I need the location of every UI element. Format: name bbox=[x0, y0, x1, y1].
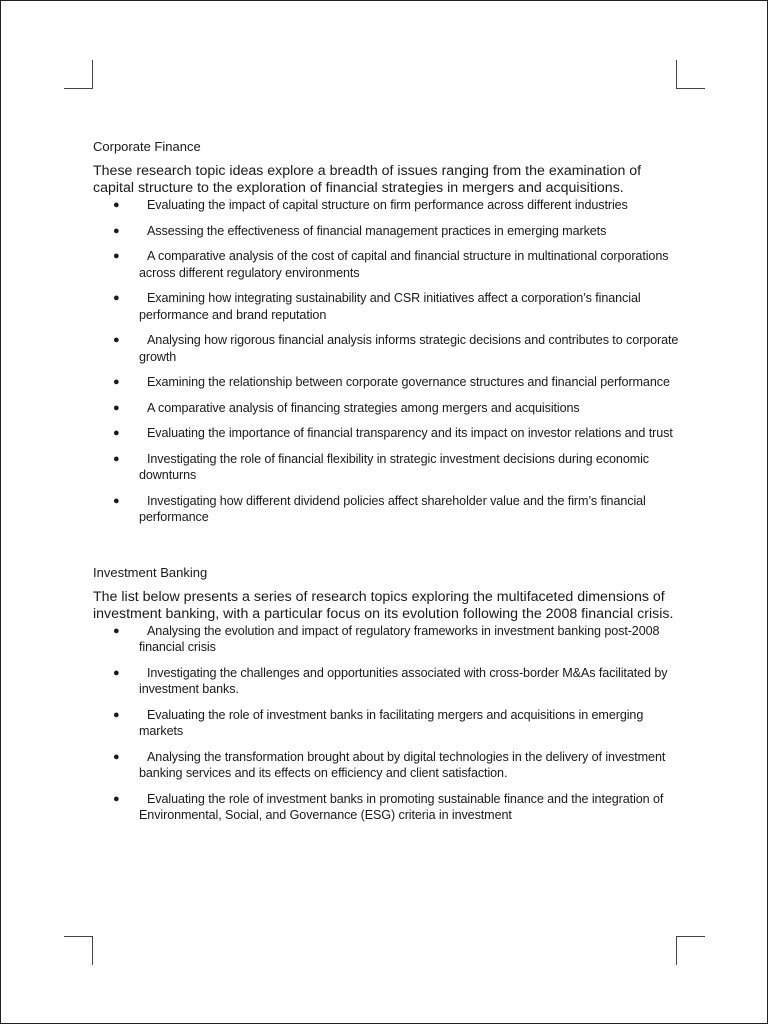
list-item bbox=[93, 425, 683, 442]
list-item-text: Evaluating the role of investment banks in promoting sustainable finance and the integration of Environmental, Social, and Governance (ESG) criteria in investment bbox=[139, 791, 664, 822]
bullet-icon: ● bbox=[113, 666, 120, 679]
list-item-text: Examining the relationship between corporate governance structures and financial performance bbox=[147, 375, 670, 389]
list-item bbox=[93, 791, 683, 824]
bullet-icon: ● bbox=[113, 452, 120, 465]
list-item bbox=[93, 665, 683, 698]
topic-list bbox=[93, 197, 683, 526]
bullet-icon: ● bbox=[113, 224, 120, 237]
crop-mark-top-right bbox=[676, 60, 705, 89]
bullet-icon: ● bbox=[113, 292, 120, 304]
bullet-icon: ● bbox=[113, 792, 120, 805]
list-item-text: Analysing the transformation brought about by digital technologies in the delivery of investment banking services and its effects on efficiency and client satisfaction. bbox=[139, 749, 666, 780]
crop-mark-top-left bbox=[64, 60, 93, 89]
section-intro: These research topic ideas explore a breadth of issues ranging from the examination of capital structure to the exploration of financial strategies in mergers and acquisitions. bbox=[93, 163, 642, 196]
list-item-text: Investigating how different dividend policies affect shareholder value and the firm’s financial performance bbox=[139, 493, 646, 524]
bullet-icon: ● bbox=[113, 376, 120, 388]
bullet-icon: ● bbox=[113, 401, 120, 414]
list-item bbox=[93, 332, 683, 365]
list-item bbox=[93, 374, 683, 391]
bullet-icon: ● bbox=[113, 750, 120, 763]
section-intro: The list below presents a series of research topics exploring the multifaceted dimensions of investment banking, with a particular focus on its evolution following the 2008 financial crisis. bbox=[93, 588, 674, 622]
list-item bbox=[93, 623, 683, 656]
bullet-icon: ● bbox=[113, 250, 120, 262]
section-corporate-finance bbox=[93, 138, 683, 526]
list-item bbox=[93, 493, 683, 526]
topic-list bbox=[93, 623, 683, 824]
list-item-text: Analysing the evolution and impact of regulatory frameworks in investment banking post-2008 financial crisis bbox=[139, 623, 660, 654]
document-body bbox=[93, 138, 683, 833]
list-item-text: Examining how integrating sustainability and CSR initiatives affect a corporation’s financial performance and brand reputation bbox=[139, 291, 641, 322]
list-item-text: Assessing the effectiveness of financial management practices in emerging markets bbox=[147, 223, 607, 238]
list-item bbox=[93, 400, 683, 417]
bullet-icon: ● bbox=[113, 427, 120, 439]
list-item bbox=[93, 707, 683, 740]
crop-mark-bottom-left bbox=[64, 936, 93, 965]
list-item-text: Investigating the challenges and opportunities associated with cross-border M&As facilitated by investment banks. bbox=[139, 665, 668, 696]
bullet-icon: ● bbox=[113, 199, 120, 211]
list-item bbox=[93, 248, 683, 281]
list-item-text: A comparative analysis of financing strategies among mergers and acquisitions bbox=[147, 400, 580, 415]
list-item-text: A comparative analysis of the cost of capital and financial structure in multinational corporations across different regulatory environments bbox=[139, 249, 669, 280]
list-item-text: Investigating the role of financial flexibility in strategic investment decisions during economic downturns bbox=[139, 451, 650, 482]
bullet-icon: ● bbox=[113, 624, 120, 637]
list-item bbox=[93, 290, 683, 323]
list-item bbox=[93, 223, 683, 240]
crop-mark-bottom-right bbox=[676, 936, 705, 965]
list-item bbox=[93, 451, 683, 484]
list-item-text: Analysing how rigorous financial analysis informs strategic decisions and contributes to corporate growth bbox=[139, 333, 679, 364]
section-investment-banking bbox=[93, 564, 683, 824]
list-item-text: Evaluating the importance of financial transparency and its impact on investor relations and trust bbox=[147, 426, 673, 440]
list-item-text: Evaluating the role of investment banks in facilitating mergers and acquisitions in emerging markets bbox=[139, 707, 644, 738]
bullet-icon: ● bbox=[113, 494, 120, 507]
bullet-icon: ● bbox=[113, 708, 120, 721]
list-item bbox=[93, 197, 683, 214]
list-item-text: Evaluating the impact of capital structure on firm performance across different industries bbox=[147, 198, 628, 212]
list-item bbox=[93, 749, 683, 782]
section-heading: Corporate Finance bbox=[93, 139, 201, 154]
bullet-icon: ● bbox=[113, 334, 120, 346]
section-heading: Investment Banking bbox=[93, 564, 208, 580]
